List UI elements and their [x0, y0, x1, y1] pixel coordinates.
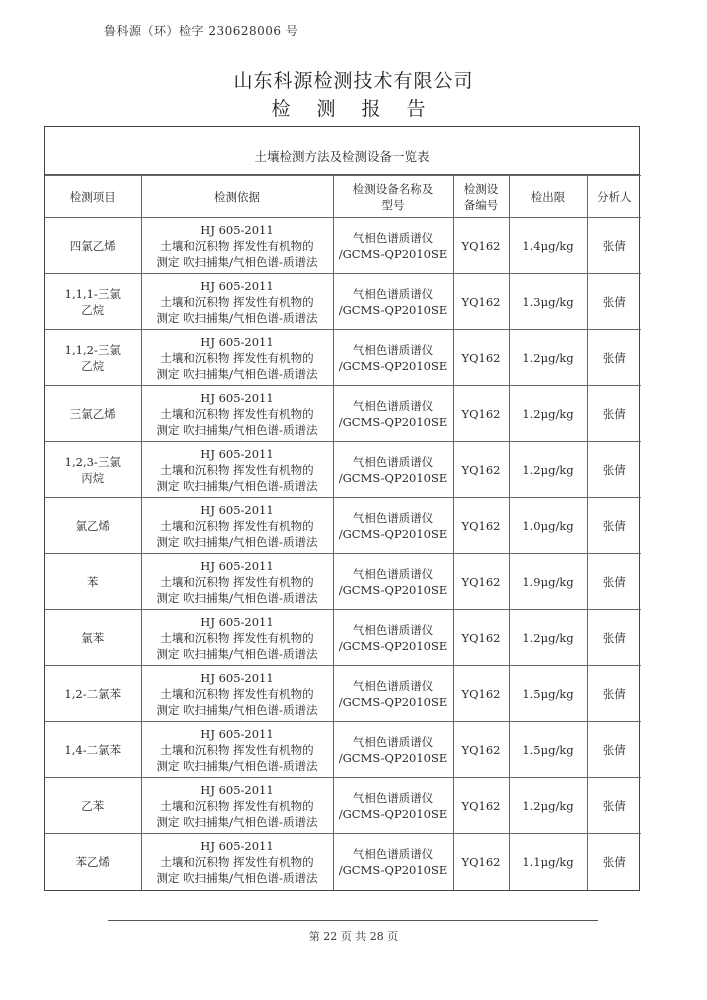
- cell-equipment-name: [333, 610, 453, 666]
- report-title: 检 测 报 告: [271, 98, 436, 120]
- cell-item-line: 氯苯: [81, 630, 105, 645]
- table-row: [45, 442, 641, 498]
- cell-basis-line: HJ 605-2011: [200, 558, 274, 573]
- cell-item-line: 1,4-二氯苯: [64, 742, 122, 757]
- cell-basis-line: 测定 吹扫捕集/气相色谱-质谱法: [156, 366, 318, 381]
- company-name: 山东科源检测技术有限公司: [233, 70, 474, 92]
- col-header-equipment-name-line2: 型号: [381, 197, 405, 212]
- page-number: 第 22 页 共 28 页: [308, 930, 399, 943]
- cell-equipment-name-line: 气相色谱质谱仪: [352, 790, 434, 805]
- cell-basis-line: 测定 吹扫捕集/气相色谱-质谱法: [156, 702, 318, 717]
- cell-item-line: 氯乙烯: [75, 518, 110, 533]
- cell-detection-limit: 1.2μg/kg: [509, 442, 587, 498]
- col-header-equipment-name: [333, 176, 453, 218]
- cell-equipment-name-line: 气相色谱质谱仪: [352, 734, 434, 749]
- cell-basis-line: 测定 吹扫捕集/气相色谱-质谱法: [156, 590, 318, 605]
- cell-equipment-name: [333, 330, 453, 386]
- cell-basis-line: 土壤和沉积物 挥发性有机物的: [160, 686, 314, 701]
- cell-item: [45, 218, 141, 274]
- cell-basis: [141, 274, 333, 330]
- cell-basis-line: 土壤和沉积物 挥发性有机物的: [160, 630, 314, 645]
- cell-equipment-name-line: 气相色谱质谱仪: [352, 622, 434, 637]
- cell-analyst: 张倩: [587, 498, 641, 554]
- cell-analyst: 张倩: [587, 834, 641, 890]
- cell-equipment-name-line: 气相色谱质谱仪: [352, 454, 434, 469]
- cell-equipment-no: YQ162: [453, 274, 509, 330]
- cell-basis-line: 土壤和沉积物 挥发性有机物的: [160, 350, 314, 365]
- cell-item: [45, 442, 141, 498]
- col-header-equipment-no: [453, 176, 509, 218]
- cell-basis-line: 土壤和沉积物 挥发性有机物的: [160, 854, 314, 869]
- col-header-equipment-no-line1: 检测设: [463, 181, 499, 196]
- cell-equipment-name: [333, 442, 453, 498]
- cell-equipment-no: YQ162: [453, 386, 509, 442]
- cell-equipment-name: [333, 498, 453, 554]
- cell-detection-limit: 1.2μg/kg: [509, 330, 587, 386]
- cell-basis-line: 测定 吹扫捕集/气相色谱-质谱法: [156, 422, 318, 437]
- cell-item-line: 三氯乙烯: [69, 406, 116, 421]
- cell-item: [45, 610, 141, 666]
- cell-equipment-name-line: 气相色谱质谱仪: [352, 398, 434, 413]
- cell-item-line: 乙烷: [81, 302, 105, 317]
- cell-basis-line: HJ 605-2011: [200, 726, 274, 741]
- cell-equipment-no: YQ162: [453, 666, 509, 722]
- cell-basis: [141, 778, 333, 834]
- cell-basis-line: HJ 605-2011: [200, 334, 274, 349]
- cell-item: [45, 666, 141, 722]
- cell-basis-line: 土壤和沉积物 挥发性有机物的: [160, 574, 314, 589]
- cell-basis: [141, 442, 333, 498]
- cell-basis-line: 土壤和沉积物 挥发性有机物的: [160, 742, 314, 757]
- cell-basis-line: 测定 吹扫捕集/气相色谱-质谱法: [156, 478, 318, 493]
- cell-equipment-name-line: 气相色谱质谱仪: [352, 678, 434, 693]
- col-header-equipment-no-line2: 备编号: [463, 197, 499, 212]
- cell-item-line: 苯乙烯: [75, 854, 110, 869]
- cell-detection-limit: 1.2μg/kg: [509, 386, 587, 442]
- cell-equipment-name-line: 气相色谱质谱仪: [352, 846, 434, 861]
- cell-equipment-name: [333, 722, 453, 778]
- cell-basis-line: HJ 605-2011: [200, 278, 274, 293]
- table-row: [45, 554, 641, 610]
- methods-table-frame: [44, 126, 640, 891]
- table-row: [45, 218, 641, 274]
- cell-basis: [141, 610, 333, 666]
- cell-basis-line: 测定 吹扫捕集/气相色谱-质谱法: [156, 310, 318, 325]
- cell-equipment-no: YQ162: [453, 442, 509, 498]
- col-header-basis: 检测依据: [141, 176, 333, 218]
- cell-equipment-name-line: /GCMS-QP2010SE: [338, 582, 448, 597]
- cell-basis: [141, 498, 333, 554]
- cell-detection-limit: 1.5μg/kg: [509, 722, 587, 778]
- cell-basis-line: 测定 吹扫捕集/气相色谱-质谱法: [156, 646, 318, 661]
- cell-basis: [141, 722, 333, 778]
- table-row: [45, 610, 641, 666]
- cell-basis-line: 土壤和沉积物 挥发性有机物的: [160, 406, 314, 421]
- cell-basis-line: HJ 605-2011: [200, 222, 274, 237]
- cell-detection-limit: 1.2μg/kg: [509, 610, 587, 666]
- cell-basis-line: 土壤和沉积物 挥发性有机物的: [160, 798, 314, 813]
- cell-equipment-name-line: /GCMS-QP2010SE: [338, 750, 448, 765]
- cell-equipment-name: [333, 554, 453, 610]
- cell-equipment-name-line: 气相色谱质谱仪: [352, 230, 434, 245]
- cell-item: [45, 722, 141, 778]
- cell-analyst: 张倩: [587, 218, 641, 274]
- col-header-equipment-name-line1: 检测设备名称及: [352, 181, 434, 196]
- cell-basis-line: 测定 吹扫捕集/气相色谱-质谱法: [156, 870, 318, 885]
- cell-item: [45, 274, 141, 330]
- cell-equipment-name-line: 气相色谱质谱仪: [352, 566, 434, 581]
- cell-basis-line: HJ 605-2011: [200, 782, 274, 797]
- cell-analyst: 张倩: [587, 330, 641, 386]
- cell-analyst: 张倩: [587, 666, 641, 722]
- cell-detection-limit: 1.5μg/kg: [509, 666, 587, 722]
- cell-equipment-name: [333, 666, 453, 722]
- cell-basis-line: HJ 605-2011: [200, 390, 274, 405]
- cell-equipment-no: YQ162: [453, 498, 509, 554]
- cell-equipment-no: YQ162: [453, 218, 509, 274]
- cell-analyst: 张倩: [587, 722, 641, 778]
- cell-equipment-name-line: /GCMS-QP2010SE: [338, 806, 448, 821]
- cell-item-line: 1,2-二氯苯: [64, 686, 122, 701]
- cell-item: [45, 330, 141, 386]
- cell-basis-line: 测定 吹扫捕集/气相色谱-质谱法: [156, 758, 318, 773]
- cell-item-line: 乙苯: [81, 798, 105, 813]
- col-header-item: 检测项目: [45, 176, 141, 218]
- cell-item: [45, 498, 141, 554]
- table-row: [45, 386, 641, 442]
- table-row: [45, 498, 641, 554]
- cell-item-line: 1,1,1-三氯: [64, 286, 121, 301]
- cell-basis-line: 测定 吹扫捕集/气相色谱-质谱法: [156, 254, 318, 269]
- cell-equipment-no: YQ162: [453, 610, 509, 666]
- footer-divider: [108, 920, 598, 921]
- cell-basis: [141, 386, 333, 442]
- table-row: [45, 666, 641, 722]
- cell-equipment-name-line: /GCMS-QP2010SE: [338, 470, 448, 485]
- cell-basis-line: 土壤和沉积物 挥发性有机物的: [160, 518, 314, 533]
- cell-equipment-no: YQ162: [453, 722, 509, 778]
- table-header-row: [45, 176, 641, 218]
- cell-basis: [141, 554, 333, 610]
- report-number: 鲁科源（环）检字 230628006 号: [104, 24, 299, 38]
- cell-equipment-no: YQ162: [453, 554, 509, 610]
- cell-detection-limit: 1.9μg/kg: [509, 554, 587, 610]
- cell-item-line: 1,2,3-三氯: [64, 454, 121, 469]
- table-row: [45, 330, 641, 386]
- table-row: [45, 722, 641, 778]
- cell-detection-limit: 1.0μg/kg: [509, 498, 587, 554]
- cell-basis-line: 土壤和沉积物 挥发性有机物的: [160, 294, 314, 309]
- cell-analyst: 张倩: [587, 778, 641, 834]
- cell-basis-line: 土壤和沉积物 挥发性有机物的: [160, 238, 314, 253]
- cell-equipment-name: [333, 274, 453, 330]
- cell-item: [45, 834, 141, 890]
- table-row: [45, 274, 641, 330]
- cell-equipment-name-line: /GCMS-QP2010SE: [338, 694, 448, 709]
- table-caption: 土壤检测方法及检测设备一览表: [45, 127, 639, 175]
- cell-analyst: 张倩: [587, 610, 641, 666]
- cell-item-line: 丙烷: [81, 470, 105, 485]
- cell-equipment-name: [333, 834, 453, 890]
- cell-equipment-name-line: /GCMS-QP2010SE: [338, 638, 448, 653]
- cell-basis-line: HJ 605-2011: [200, 502, 274, 517]
- cell-equipment-name: [333, 218, 453, 274]
- cell-basis-line: 测定 吹扫捕集/气相色谱-质谱法: [156, 534, 318, 549]
- cell-equipment-name-line: /GCMS-QP2010SE: [338, 358, 448, 373]
- cell-basis-line: HJ 605-2011: [200, 670, 274, 685]
- cell-item-line: 乙烷: [81, 358, 105, 373]
- cell-analyst: 张倩: [587, 386, 641, 442]
- cell-basis-line: 土壤和沉积物 挥发性有机物的: [160, 462, 314, 477]
- methods-equipment-table: [45, 175, 641, 890]
- cell-detection-limit: 1.3μg/kg: [509, 274, 587, 330]
- table-row: [45, 778, 641, 834]
- cell-item-line: 1,1,2-三氯: [64, 342, 121, 357]
- cell-basis-line: HJ 605-2011: [200, 446, 274, 461]
- cell-detection-limit: 1.4μg/kg: [509, 218, 587, 274]
- col-header-detection-limit: 检出限: [509, 176, 587, 218]
- cell-detection-limit: 1.2μg/kg: [509, 778, 587, 834]
- cell-item: [45, 778, 141, 834]
- cell-detection-limit: 1.1μg/kg: [509, 834, 587, 890]
- cell-equipment-name-line: 气相色谱质谱仪: [352, 342, 434, 357]
- cell-analyst: 张倩: [587, 442, 641, 498]
- cell-analyst: 张倩: [587, 554, 641, 610]
- cell-basis-line: 测定 吹扫捕集/气相色谱-质谱法: [156, 814, 318, 829]
- cell-item-line: 苯: [87, 574, 99, 589]
- cell-equipment-name: [333, 386, 453, 442]
- cell-basis: [141, 218, 333, 274]
- cell-equipment-name-line: 气相色谱质谱仪: [352, 510, 434, 525]
- cell-equipment-no: YQ162: [453, 330, 509, 386]
- cell-equipment-name-line: /GCMS-QP2010SE: [338, 302, 448, 317]
- cell-item: [45, 554, 141, 610]
- cell-equipment-name-line: /GCMS-QP2010SE: [338, 526, 448, 541]
- cell-equipment-name-line: /GCMS-QP2010SE: [338, 862, 448, 877]
- table-body: [45, 218, 641, 890]
- cell-equipment-no: YQ162: [453, 834, 509, 890]
- cell-equipment-name-line: /GCMS-QP2010SE: [338, 246, 448, 261]
- cell-equipment-no: YQ162: [453, 778, 509, 834]
- cell-basis-line: HJ 605-2011: [200, 838, 274, 853]
- cell-basis-line: HJ 605-2011: [200, 614, 274, 629]
- cell-item: [45, 386, 141, 442]
- cell-equipment-name-line: /GCMS-QP2010SE: [338, 414, 448, 429]
- cell-analyst: 张倩: [587, 274, 641, 330]
- cell-equipment-name: [333, 778, 453, 834]
- cell-equipment-name-line: 气相色谱质谱仪: [352, 286, 434, 301]
- cell-basis: [141, 330, 333, 386]
- cell-basis: [141, 666, 333, 722]
- table-row: [45, 834, 641, 890]
- cell-basis: [141, 834, 333, 890]
- col-header-analyst: 分析人: [587, 176, 641, 218]
- cell-item-line: 四氯乙烯: [69, 238, 116, 253]
